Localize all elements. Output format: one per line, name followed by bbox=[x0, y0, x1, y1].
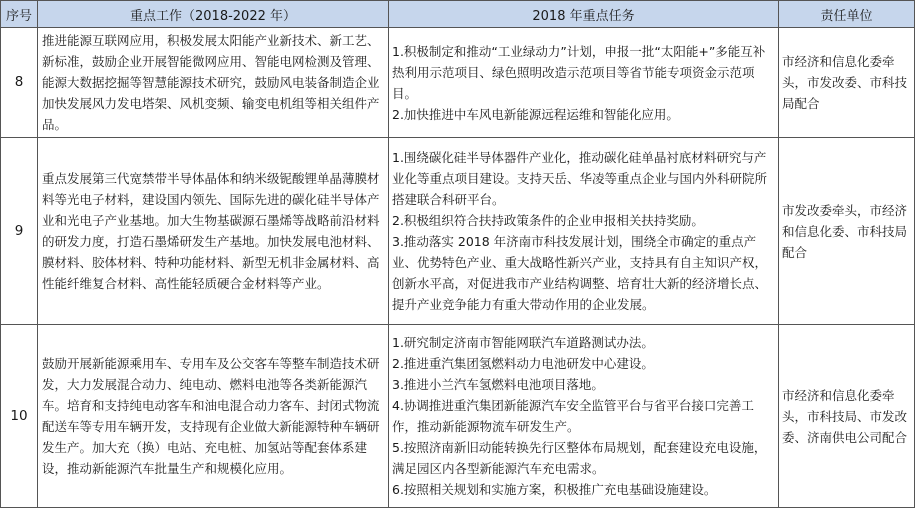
row-seq: 8 bbox=[1, 28, 38, 138]
task-item: 1.研究制定济南市智能网联汽车道路测试办法。 bbox=[392, 335, 654, 350]
row-work: 鼓励开展新能源乘用车、专用车及公交客车等整车制造技术研发，大力发展混合动力、纯电动、燃料电池等各类新能源汽车。培育和支持纯电动客车和油电混合动力客车、封闭式物流配送车等专用车辆开发，支持现有企业做大新能源特种车辆研发生产。加大充（换）电站、充电桩、加氢站等配套体系建设，推动新能源汽车批量生产和规模化应用。 bbox=[38, 325, 389, 508]
task-item: 2.积极组织符合扶持政策条件的企业申报相关扶持奖励。 bbox=[392, 213, 704, 228]
row-work: 推进能源互联网应用，积极发展太阳能产业新技术、新工艺、新标准，鼓励企业开展智能微网应用、智能电网检测及管理、能源大数据挖掘等智慧能源技术研究，鼓励风电装备制造企业加快发展风力发电塔架、风机变频、输变电机组等相关组件产品。 bbox=[38, 28, 389, 138]
row-unit: 市经济和信息化委牵头，市科技局、市发改委、济南供电公司配合 bbox=[779, 325, 915, 508]
task-item: 2.加快推进中车风电新能源远程运维和智能化应用。 bbox=[392, 106, 679, 122]
task-item: 3.推动落实 2018 年济南市科技发展计划，围绕全市确定的重点产业、优势特色产业、重大战略性新兴产业，支持具有自主知识产权，创新水平高，对促进我市产业结构调整、培育壮大新的经济增长点、提升产业竞争能力有重大带动作用的企业发展。 bbox=[392, 234, 768, 312]
row-unit: 市发改委牵头，市经济和信息化委、市科技局配合 bbox=[779, 138, 915, 325]
task-item: 4.协调推进重汽集团新能源汽车安全监管平台与省平台接口完善工作，推动新能源物流车研发生产。 bbox=[392, 398, 754, 434]
table-row bbox=[1, 138, 915, 325]
task-item: 1.围绕碳化硅半导体器件产业化，推动碳化硅单晶衬底材料研究与产业化等重点项目建设。支持天岳、华凌等重点企业与国内外科研院所搭建联合科研平台。 bbox=[392, 150, 768, 207]
row-tasks bbox=[389, 28, 779, 138]
table-header-row bbox=[1, 1, 915, 28]
task-item: 3.推进小兰汽车氢燃料电池项目落地。 bbox=[392, 377, 604, 392]
header-seq: 序号 bbox=[1, 1, 38, 28]
row-tasks bbox=[389, 325, 779, 508]
row-tasks bbox=[389, 138, 779, 325]
table-row bbox=[1, 325, 915, 508]
row-unit: 市经济和信息化委牵头，市发改委、市科技局配合 bbox=[779, 28, 915, 138]
table-row bbox=[1, 28, 915, 138]
header-tasks: 2018 年重点任务 bbox=[389, 1, 779, 28]
row-work: 重点发展第三代宽禁带半导体晶体和纳米级铌酸锂单晶薄膜材料等光电子材料，建设国内领先、国际先进的碳化硅半导体产业和光电子产业基地。加大生物基碳源石墨烯等战略前沿材料的研发力度，打造石墨烯研发生产基地。加快发展电池材料、膜材料、胶体材料、特种功能材料、新型无机非金属材料、高性能纤维复合材料、高性能轻质硬合金材料等产业。 bbox=[38, 138, 389, 325]
task-item: 5.按照济南新旧动能转换先行区整体布局规划，配套建设充电设施，满足园区内各型新能源汽车充电需求。 bbox=[392, 440, 767, 476]
task-item: 2.推进重汽集团氢燃料动力电池研发中心建设。 bbox=[392, 356, 654, 371]
row-seq: 10 bbox=[1, 325, 38, 508]
task-item: 6.按照相关规划和实施方案，积极推广充电基础设施建设。 bbox=[392, 482, 717, 497]
header-work: 重点工作（2018-2022 年） bbox=[38, 1, 389, 28]
row-seq: 9 bbox=[1, 138, 38, 325]
task-item: 1.积极制定和推动“工业绿动力”计划，申报一批“太阳能+”多能互补热利用示范项目、绿色照明改造示范项目等省节能专项资金示范项目。 bbox=[392, 43, 766, 101]
header-unit: 责任单位 bbox=[779, 1, 915, 28]
